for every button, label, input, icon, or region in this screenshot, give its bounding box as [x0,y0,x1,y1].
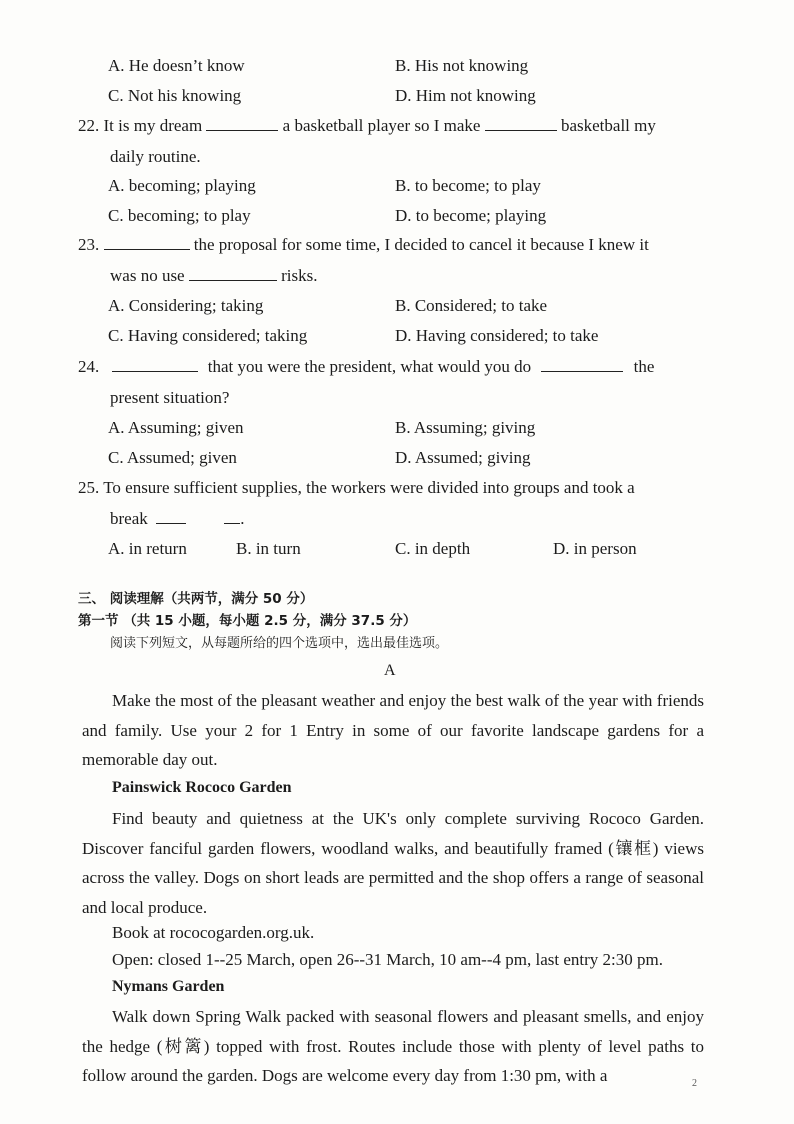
question-25: 25. To ensure sufficient supplies, the workers were divided into groups and took a [78,478,635,497]
answer-blank [112,356,198,372]
answer-blank [104,234,190,250]
answer-blank [156,508,186,524]
q23-option-d: D. Having considered; to take [395,326,599,345]
section-instruction: 阅读下列短文，从每题所给的四个选项中，选出最佳选项。 [110,636,449,651]
question-22-line2: daily routine. [110,147,201,166]
q25-option-a: A. in return [108,539,187,558]
q25-option-d: D. in person [553,539,637,558]
q24-option-c: C. Assumed; given [108,448,237,467]
q22-option-c: C. becoming; to play [108,206,251,225]
question-25-line2: break . [110,509,245,528]
q24-option-b: B. Assuming; giving [395,418,536,437]
q21-option-d: D. Him not knowing [395,86,536,105]
section-title: 三、 阅读理解（共两节，满分 50 分） [78,591,314,607]
answer-blank [541,356,623,372]
question-number: 23. [78,235,100,254]
garden2-description: Walk down Spring Walk packed with seasonal flowers and pleasant smells, and enjoy the hedge (树篱) topped with frost. Routes include those with plenty of level paths to follow around the garden. Dogs are welcome every day from 1:30 pm, with a [82,1007,704,1086]
passage-intro: Make the most of the pleasant weather and enjoy the best walk of the year with friends and family. Use your 2 for 1 Entry in some of our favorite landscape gardens for a memorable day out. [82,691,704,770]
q25-option-b: B. in turn [236,539,301,558]
answer-blank [485,115,557,131]
q21-option-c: C. Not his knowing [108,86,242,105]
garden2-title: Nymans Garden [112,978,225,995]
answer-blank [206,115,278,131]
question-23: 23. the proposal for some time, I decided to cancel it because I knew it [78,235,649,254]
question-24: 24. that you were the president, what would you do the [78,357,655,376]
answer-blank [189,265,277,281]
garden1-opening-hours: Open: closed 1--25 March, open 26--31 March, 10 am--4 pm, last entry 2:30 pm. [112,950,663,969]
q21-option-a: A. He doesn’t know [108,56,245,75]
q24-option-a: A. Assuming; given [108,418,244,437]
passage-label: A [384,662,396,679]
q23-option-a: A. Considering; taking [108,296,264,315]
q24-option-d: D. Assumed; giving [395,448,531,467]
question-number: 24. [78,357,100,376]
q22-option-d: D. to become; playing [395,206,547,225]
garden1-booking: Book at rococogarden.org.uk. [112,923,315,942]
q23-option-c: C. Having considered; taking [108,326,308,345]
question-22: 22. It is my dream a basketball player so I make basketball my [78,116,656,135]
garden1-description: Find beauty and quietness at the UK's only complete surviving Rococo Garden. Discover fanciful garden flowers, woodland walks, and beautifully framed (镶框) views across the valley. Dogs on short leads are permitted and the shop offers a range of seasonal and local produce. [82,809,704,917]
section-part-title: 第一节 （共 15 小题，每小题 2.5 分，满分 37.5 分） [78,613,417,629]
page-number: 2 [692,1078,697,1089]
question-23-line2: was no use risks. [110,266,318,285]
garden1-title: Painswick Rococo Garden [112,779,292,796]
q25-option-c: C. in depth [395,539,471,558]
q21-option-b: B. His not knowing [395,56,529,75]
q23-option-b: B. Considered; to take [395,296,548,315]
question-24-line2: present situation? [110,388,230,407]
answer-blank [224,508,240,524]
q22-option-b: B. to become; to play [395,176,541,195]
question-number: 25. [78,478,100,497]
q22-option-a: A. becoming; playing [108,176,256,195]
question-number: 22. [78,116,100,135]
